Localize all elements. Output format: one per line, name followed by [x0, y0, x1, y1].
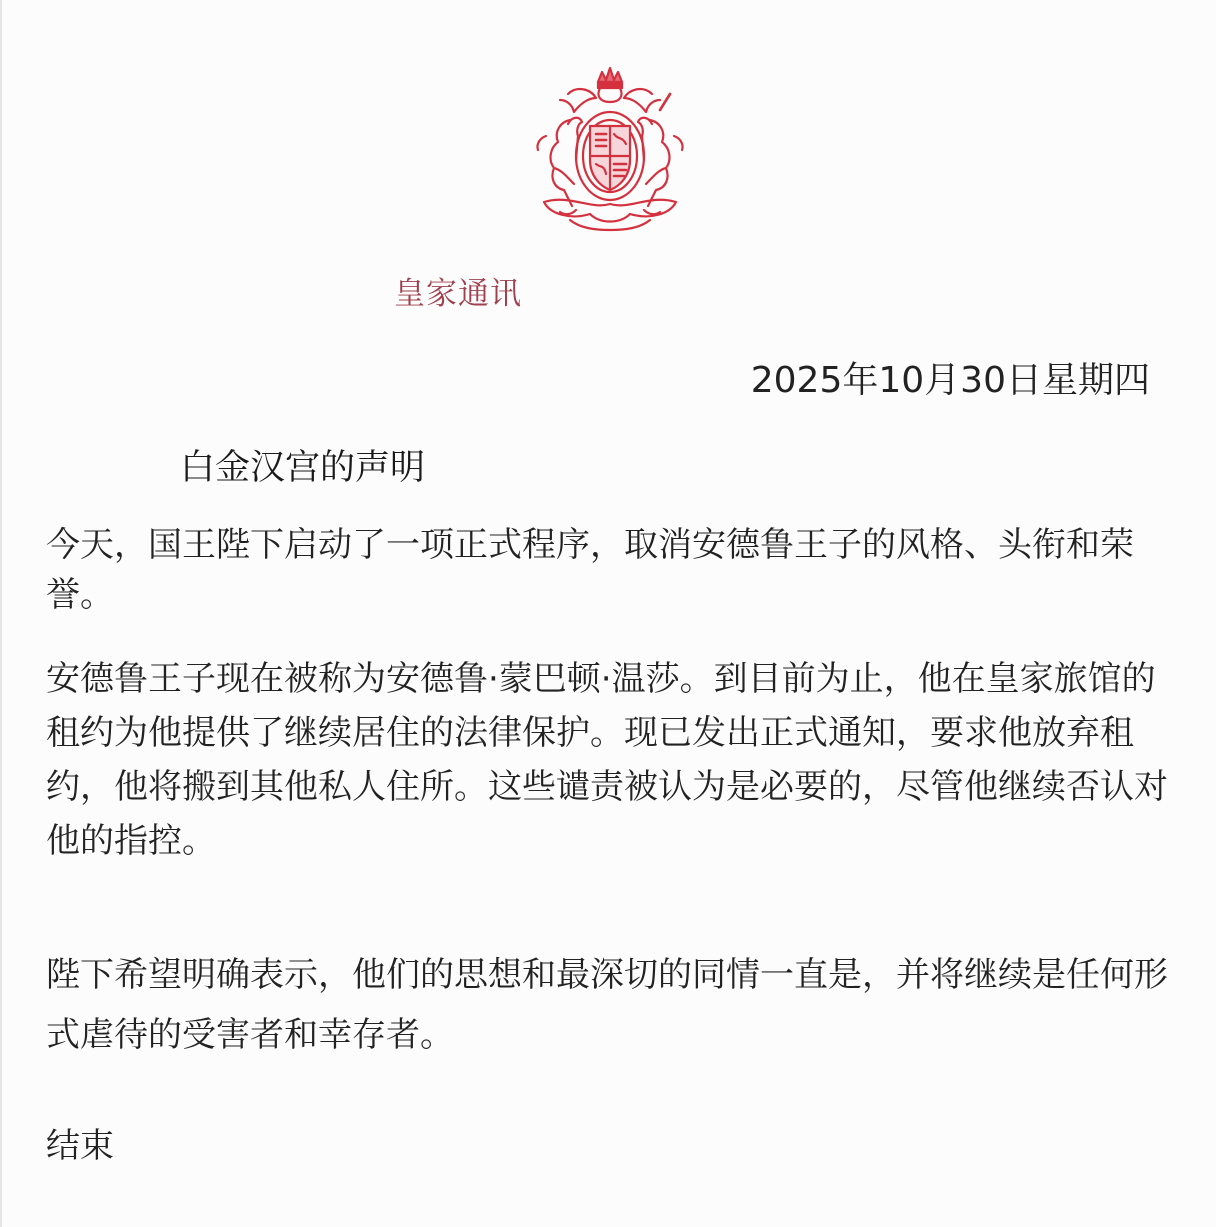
paragraph-1: 今天，国王陛下启动了一项正式程序，取消安德鲁王子的风格、头衔和荣誉。: [46, 525, 1134, 615]
letterhead-title: 皇家通讯: [394, 276, 522, 312]
paragraph-2: 安德鲁王子现在被称为安德鲁·蒙巴顿·温莎。到目前为止，他在皇家旅馆的租约为他提供了继续居住的法律保护。现已发出正式通知，要求他放弃租约，他将搬到其他私人住所。这些谴责被认为是必要的，尽管他继续否认对他的指控。: [46, 659, 1168, 861]
statement-heading: 白金汉宫的声明: [180, 448, 426, 488]
royal-coat-of-arms-icon: [510, 64, 710, 234]
closing-mark: 结束: [46, 1126, 114, 1166]
statement-date: 2025年10月30日星期四: [750, 360, 1150, 401]
paragraph-3: 陛下希望明确表示，他们的思想和最深切的同情一直是，并将继续是任何形式虐待的受害者和幸存者。: [46, 955, 1168, 1055]
